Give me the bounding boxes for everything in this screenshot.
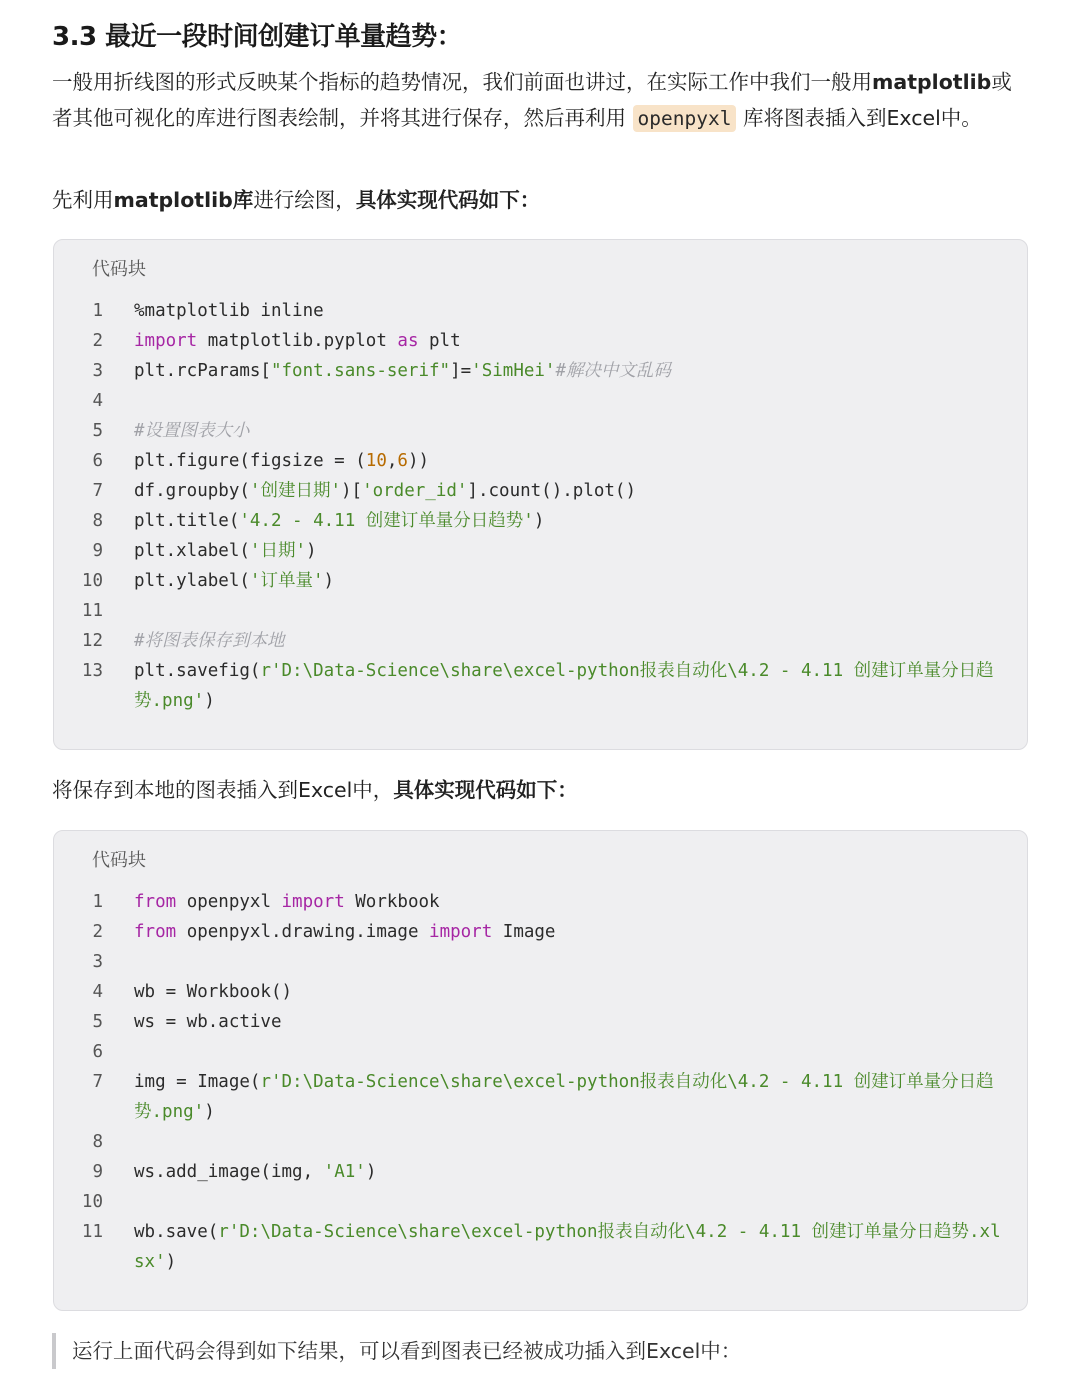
code-token: df.groupby(	[134, 481, 250, 501]
code-token: openpyxl.drawing.image	[176, 922, 430, 942]
code-line	[54, 1127, 1027, 1157]
line-code	[134, 887, 1007, 917]
code-line	[54, 1067, 1027, 1127]
step1-bold-2: 具体实现代码如下：	[355, 188, 541, 212]
line-number: 7	[92, 1072, 103, 1092]
intro-text-2: 或者其他可视化的库进行图表绘制，并将其进行保存，然后再利用	[52, 70, 1012, 130]
line-code	[134, 656, 1007, 716]
code-line	[54, 326, 1027, 356]
line-code	[134, 416, 1007, 446]
code-line	[54, 1007, 1027, 1037]
code-lines	[54, 887, 1027, 1277]
code-token: matplotlib.pyplot	[197, 331, 398, 351]
code-token: r'D:\Data-Science\share\excel-python报表自动化\4.2 - 4.11 创建订单量分日趋势.xlsx'	[134, 1222, 1001, 1272]
step2-text: 将保存到本地的图表插入到Excel中，	[52, 778, 394, 802]
code-block-label: 代码块	[92, 850, 146, 871]
code-token: plt.figure(figsize = (	[134, 451, 366, 471]
line-number: 9	[92, 541, 103, 561]
code-token: ]=	[450, 361, 472, 381]
code-line	[54, 506, 1027, 536]
line-number: 6	[92, 451, 103, 471]
code-line	[54, 947, 1027, 977]
code-token: from	[134, 892, 177, 912]
code-token: 'A1'	[323, 1162, 366, 1182]
code-token: 6	[397, 451, 408, 471]
code-line	[54, 296, 1027, 326]
code-token: wb.save(	[134, 1222, 219, 1242]
code-token: %matplotlib inline	[134, 301, 324, 321]
code-line	[54, 566, 1027, 596]
code-token: import	[281, 892, 345, 912]
line-number: 2	[92, 331, 103, 351]
step1-bold-1: matplotlib库	[113, 188, 254, 212]
code-token: ws = wb.active	[134, 1012, 282, 1032]
code-token: "font.sans-serif"	[270, 361, 451, 381]
code-token: plt.savefig(	[134, 661, 261, 681]
line-code	[134, 917, 1007, 947]
line-number: 3	[92, 361, 103, 381]
line-number: 7	[92, 481, 103, 501]
code-lines	[54, 296, 1027, 716]
line-code	[134, 1007, 1007, 1037]
line-number: 11	[81, 1222, 103, 1242]
code-token: ws.add_image(img,	[134, 1162, 324, 1182]
line-number: 5	[92, 421, 103, 441]
code-line	[54, 1217, 1027, 1277]
code-token: import	[429, 922, 493, 942]
blockquote: 运行上面代码会得到如下结果，可以看到图表已经被成功插入到Excel中：	[52, 1333, 741, 1369]
code-token: )	[204, 1102, 215, 1122]
line-code	[134, 1037, 1007, 1067]
code-token: )	[533, 511, 545, 531]
intro-paragraph	[52, 64, 1027, 137]
line-number: 10	[81, 571, 103, 591]
line-code	[134, 1067, 1007, 1127]
code-line	[54, 977, 1027, 1007]
code-line	[54, 1037, 1027, 1067]
line-number: 9	[92, 1162, 103, 1182]
code-token: plt.title(	[134, 511, 240, 531]
line-number: 8	[92, 1132, 103, 1152]
code-token: openpyxl	[176, 892, 282, 912]
line-number: 1	[92, 892, 103, 912]
code-token: )	[323, 571, 335, 591]
code-token: import	[134, 331, 198, 351]
code-line	[54, 536, 1027, 566]
step2-bold: 具体实现代码如下：	[393, 778, 578, 802]
code-line	[54, 656, 1027, 716]
line-number: 13	[81, 661, 103, 681]
code-line	[54, 1157, 1027, 1187]
code-line	[54, 416, 1027, 446]
code-token: 'SimHei'	[471, 361, 556, 381]
code-line	[54, 887, 1027, 917]
line-number: 6	[92, 1042, 103, 1062]
line-code	[134, 626, 1007, 656]
step1-paragraph	[52, 182, 1027, 218]
code-line	[54, 386, 1027, 416]
code-token: ].count().plot()	[467, 481, 636, 501]
line-number: 4	[92, 982, 103, 1002]
code-line	[54, 1187, 1027, 1217]
code-line	[54, 917, 1027, 947]
code-token: ,	[386, 451, 398, 471]
code-line	[54, 476, 1027, 506]
line-code	[134, 296, 1007, 326]
line-code	[134, 1157, 1007, 1187]
line-number: 3	[92, 952, 103, 972]
line-code	[134, 386, 1007, 416]
code-line	[54, 446, 1027, 476]
code-token: 'order_id'	[362, 481, 468, 501]
code-token: #将图表保存到本地	[134, 631, 285, 651]
code-token: )	[165, 1252, 177, 1272]
code-token: '日期'	[249, 541, 306, 561]
line-code	[134, 1217, 1007, 1277]
line-code	[134, 356, 1007, 386]
code-token: img = Image(	[134, 1072, 261, 1092]
code-token: 10	[365, 451, 387, 471]
line-code	[134, 1127, 1007, 1157]
line-code	[134, 536, 1007, 566]
line-code	[134, 947, 1007, 977]
code-token: #设置图表大小	[134, 421, 250, 441]
line-number: 2	[92, 922, 103, 942]
code-token: r'D:\Data-Science\share\excel-python报表自动化\4.2 - 4.11 创建订单量分日趋势.png'	[134, 1072, 994, 1122]
code-block-label: 代码块	[92, 259, 146, 280]
code-token: )	[204, 691, 215, 711]
code-token: ))	[407, 451, 430, 471]
section-heading: 3.3 最近一段时间创建订单量趋势：	[52, 22, 463, 52]
line-number: 1	[92, 301, 103, 321]
line-code	[134, 596, 1007, 626]
line-number: 11	[81, 601, 103, 621]
step1-text-1: 先利用	[52, 188, 114, 212]
line-number: 4	[92, 391, 103, 411]
line-code	[134, 977, 1007, 1007]
code-line	[54, 626, 1027, 656]
line-number: 12	[81, 631, 103, 651]
code-token: Image	[492, 922, 556, 942]
code-token: plt.rcParams[	[134, 361, 271, 381]
code-token: '创建日期'	[249, 481, 341, 501]
code-token: '4.2 - 4.11 创建订单量分日趋势'	[239, 511, 534, 531]
line-code	[134, 446, 1007, 476]
inline-code-openpyxl: openpyxl	[633, 105, 737, 132]
code-token: )	[365, 1162, 377, 1182]
step2-paragraph	[52, 772, 1027, 808]
step1-text-2: 进行绘图，	[253, 188, 356, 212]
code-token: plt	[418, 331, 461, 351]
code-token: from	[134, 922, 177, 942]
intro-text-3: 库将图表插入到Excel中。	[742, 106, 982, 130]
line-number: 10	[81, 1192, 103, 1212]
intro-text-1: 一般用折线图的形式反映某个指标的趋势情况，我们前面也讲过，在实际工作中我们一般用	[52, 70, 872, 94]
code-token: Workbook	[344, 892, 440, 912]
code-token: r'D:\Data-Science\share\excel-python报表自动化\4.2 - 4.11 创建订单量分日趋势.png'	[134, 661, 994, 711]
code-token: )[	[340, 481, 363, 501]
line-code	[134, 506, 1007, 536]
line-code	[134, 1187, 1007, 1217]
code-token: plt.ylabel(	[134, 571, 250, 591]
line-number: 8	[92, 511, 103, 531]
code-line	[54, 356, 1027, 386]
code-token: plt.xlabel(	[134, 541, 250, 561]
code-token: #解决中文乱码	[555, 361, 672, 381]
code-token: as	[397, 331, 419, 351]
code-token: )	[305, 541, 317, 561]
code-line	[54, 596, 1027, 626]
line-code	[134, 566, 1007, 596]
code-block-2[interactable]	[53, 830, 1028, 1311]
code-token: wb = Workbook()	[134, 982, 293, 1002]
code-token: '订单量'	[249, 571, 324, 591]
line-number: 5	[92, 1012, 103, 1032]
intro-bold-lib: matplotlib	[872, 70, 992, 94]
code-block-1[interactable]	[53, 239, 1028, 750]
line-code	[134, 326, 1007, 356]
line-code	[134, 476, 1007, 506]
